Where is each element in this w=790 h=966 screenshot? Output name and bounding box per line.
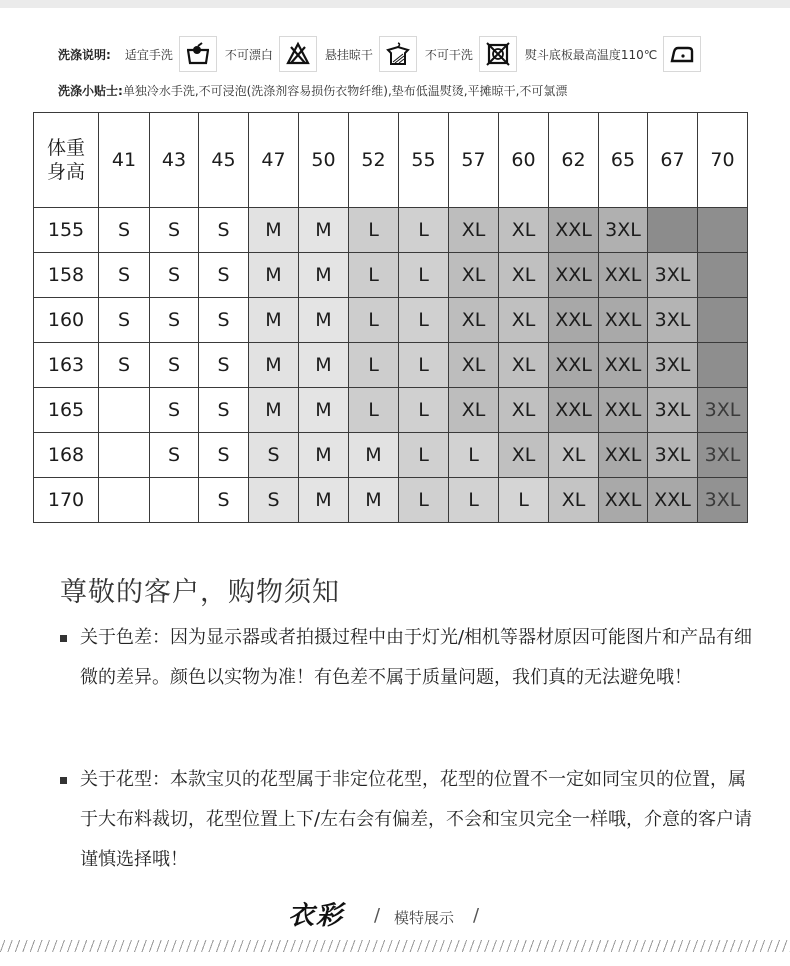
weight-column-header: 55	[399, 113, 449, 208]
size-cell: XL	[499, 388, 549, 433]
size-cell: S	[150, 433, 199, 478]
size-cell: XXL	[549, 343, 599, 388]
size-cell: L	[399, 433, 449, 478]
size-cell: XL	[499, 298, 549, 343]
weight-label: 体重	[46, 137, 85, 159]
wash-instructions	[58, 36, 709, 72]
care-text: 熨斗底板最高温度110℃	[524, 47, 658, 62]
weight-column-header: 50	[299, 113, 349, 208]
size-chart-table	[33, 112, 748, 523]
size-cell: XL	[449, 208, 499, 253]
size-cell: XXL	[599, 388, 648, 433]
height-row-header: 165	[34, 388, 99, 433]
size-cell: L	[349, 253, 399, 298]
wash-instructions-label: 洗涤说明:	[58, 47, 111, 62]
size-table-row	[34, 253, 748, 298]
size-cell: L	[399, 388, 449, 433]
care-text: 悬挂晾干	[324, 47, 373, 62]
weight-column-header: 47	[249, 113, 299, 208]
wash-tips	[58, 82, 567, 99]
size-cell	[698, 253, 748, 298]
size-cell: S	[150, 253, 199, 298]
size-cell: M	[299, 388, 349, 433]
size-cell: M	[249, 298, 299, 343]
size-cell: XXL	[648, 478, 698, 523]
height-label: 身高	[46, 161, 85, 183]
size-cell: XXL	[549, 388, 599, 433]
size-cell: L	[449, 478, 499, 523]
wash-tips-text: 单独冷水手洗,不可浸泡(洗涤剂容易损伤衣物纤维),垫布低温熨烫,平摊晾干,不可氯漂	[122, 84, 568, 98]
notice-text: 关于花型：本款宝贝的花型属于非定位花型，花型的位置不一定如同宝贝的位置，属于大布料裁切，花型位置上下/左右会有偏差，不会和宝贝完全一样哦，介意的客户请谨慎选择哦！	[80, 769, 753, 870]
size-cell: 3XL	[648, 388, 698, 433]
size-cell: S	[199, 343, 249, 388]
weight-column-header: 70	[698, 113, 748, 208]
top-divider-bar	[0, 0, 790, 8]
size-cell	[648, 208, 698, 253]
brand-logo: 衣彩	[288, 901, 345, 931]
size-cell	[698, 298, 748, 343]
notice-title: 尊敬的客户，购物须知	[60, 577, 340, 608]
size-cell: L	[399, 478, 449, 523]
weight-column-header: 43	[150, 113, 199, 208]
size-cell: M	[349, 433, 399, 478]
size-cell: M	[249, 388, 299, 433]
wash-tips-label: 洗涤小贴士:	[58, 84, 123, 98]
height-row-header: 163	[34, 343, 99, 388]
height-row-header: 160	[34, 298, 99, 343]
size-cell: L	[349, 208, 399, 253]
hatched-divider	[0, 940, 790, 952]
section-footer	[0, 895, 790, 935]
size-cell: XXL	[549, 208, 599, 253]
size-cell: S	[249, 478, 299, 523]
size-cell: S	[199, 433, 249, 478]
size-cell: S	[99, 343, 150, 388]
size-cell: 3XL	[648, 253, 698, 298]
size-cell: XL	[449, 388, 499, 433]
size-cell: M	[249, 343, 299, 388]
weight-column-header: 67	[648, 113, 698, 208]
size-cell: L	[349, 388, 399, 433]
size-table-row	[34, 298, 748, 343]
size-table-row	[34, 433, 748, 478]
size-cell: 3XL	[698, 478, 748, 523]
size-cell: M	[349, 478, 399, 523]
hand-wash-icon	[179, 36, 217, 72]
size-cell: L	[499, 478, 549, 523]
size-cell: L	[399, 298, 449, 343]
size-cell: 3XL	[648, 433, 698, 478]
slash-divider: /	[473, 905, 480, 926]
size-cell: S	[199, 208, 249, 253]
bullet-icon	[60, 777, 67, 784]
size-cell	[99, 388, 150, 433]
model-showcase-heading: 模特展示	[394, 909, 455, 927]
size-cell: XL	[499, 208, 549, 253]
size-table-row	[34, 208, 748, 253]
size-cell: S	[249, 433, 299, 478]
size-cell: 3XL	[648, 298, 698, 343]
size-cell: S	[150, 298, 199, 343]
size-table-row	[34, 343, 748, 388]
size-cell: L	[399, 208, 449, 253]
slash-divider: /	[374, 905, 381, 926]
size-cell: M	[249, 253, 299, 298]
size-cell: XL	[449, 298, 499, 343]
care-item-hang-dry	[325, 36, 417, 72]
size-cell: S	[150, 343, 199, 388]
size-cell: S	[99, 298, 150, 343]
size-cell: XL	[499, 433, 549, 478]
size-cell	[99, 433, 150, 478]
size-cell: M	[299, 478, 349, 523]
size-cell: M	[299, 343, 349, 388]
size-cell: S	[150, 208, 199, 253]
size-cell: XXL	[549, 253, 599, 298]
size-cell: L	[399, 253, 449, 298]
size-cell: M	[299, 208, 349, 253]
size-cell: M	[249, 208, 299, 253]
no-dry-clean-icon	[479, 36, 517, 72]
size-cell: 3XL	[599, 208, 648, 253]
size-cell: XL	[549, 478, 599, 523]
size-cell: S	[99, 253, 150, 298]
size-cell: 3XL	[648, 343, 698, 388]
size-cell	[99, 478, 150, 523]
care-text: 不可干洗	[424, 47, 473, 62]
weight-column-header: 41	[99, 113, 150, 208]
size-cell: XXL	[599, 343, 648, 388]
size-cell: XL	[499, 343, 549, 388]
size-cell: XL	[499, 253, 549, 298]
size-cell: S	[199, 253, 249, 298]
size-cell: 3XL	[698, 433, 748, 478]
size-cell: M	[299, 298, 349, 343]
weight-column-header: 52	[349, 113, 399, 208]
care-text: 适宜手洗	[124, 47, 173, 62]
size-cell: M	[299, 253, 349, 298]
hang-dry-icon	[379, 36, 417, 72]
size-cell: S	[199, 388, 249, 433]
height-row-header: 168	[34, 433, 99, 478]
size-table-row	[34, 388, 748, 433]
corner-header	[34, 113, 99, 208]
weight-column-header: 57	[449, 113, 499, 208]
size-cell: XL	[449, 343, 499, 388]
size-cell	[698, 343, 748, 388]
notice-text: 关于色差：因为显示器或者拍摄过程中由于灯光/相机等器材原因可能图片和产品有细微的差异。颜色以实物为准！有色差不属于质量问题，我们真的无法避免哦！	[80, 627, 753, 688]
notice-item-pattern	[60, 760, 760, 880]
size-cell: S	[199, 478, 249, 523]
size-cell: 3XL	[698, 388, 748, 433]
care-item-no-bleach	[225, 36, 317, 72]
size-cell: M	[299, 433, 349, 478]
weight-column-header: 60	[499, 113, 549, 208]
size-cell: L	[349, 343, 399, 388]
size-table-header-row	[34, 113, 748, 208]
iron-low-temp-icon	[663, 36, 701, 72]
size-cell: XXL	[549, 298, 599, 343]
size-cell: L	[349, 298, 399, 343]
height-row-header: 170	[34, 478, 99, 523]
care-item-no-dry-clean	[425, 36, 517, 72]
size-cell: L	[399, 343, 449, 388]
care-item-iron	[525, 36, 701, 72]
bullet-icon	[60, 635, 67, 642]
notice-item-color-difference	[60, 618, 760, 698]
size-cell: XL	[549, 433, 599, 478]
no-bleach-icon	[279, 36, 317, 72]
size-cell: XXL	[599, 253, 648, 298]
size-cell: XXL	[599, 298, 648, 343]
weight-column-header: 62	[549, 113, 599, 208]
weight-column-header: 45	[199, 113, 249, 208]
size-cell: S	[99, 208, 150, 253]
size-cell: XXL	[599, 433, 648, 478]
size-cell: S	[199, 298, 249, 343]
weight-column-header: 65	[599, 113, 648, 208]
size-table-row	[34, 478, 748, 523]
size-cell: XXL	[599, 478, 648, 523]
height-row-header: 158	[34, 253, 99, 298]
size-cell	[150, 478, 199, 523]
size-cell: XL	[449, 253, 499, 298]
size-cell	[698, 208, 748, 253]
size-cell: L	[449, 433, 499, 478]
care-text: 不可漂白	[224, 47, 273, 62]
size-cell: S	[150, 388, 199, 433]
height-row-header: 155	[34, 208, 99, 253]
care-item-hand-wash	[125, 36, 217, 72]
